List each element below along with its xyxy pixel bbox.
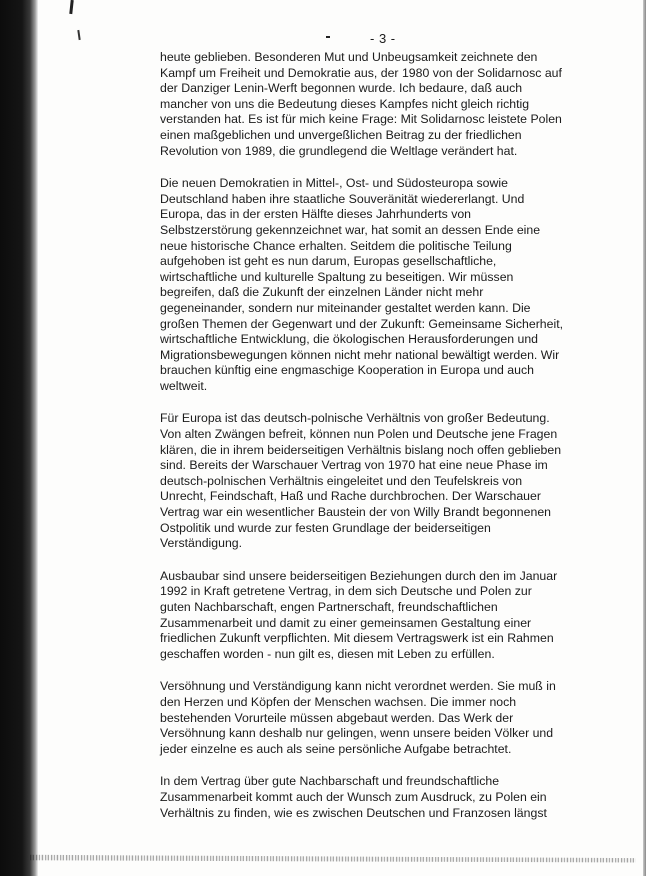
text-line: großen Themen der Gegenwart und der Zukunft: Gemeinsame Sicherheit, <box>160 316 564 331</box>
text-line: bestehenden Vorurteile müssen abgebaut werden. Das Werk der <box>160 710 514 725</box>
text-line: guten Nachbarschaft, engen Partnerschaft, freundschaftlichen <box>160 600 498 614</box>
scan-artifact-mark <box>69 0 73 14</box>
text-line: friedlichen Zukunft verpflichten. Mit diesem Vertragswerk ist ein Rahmen <box>160 631 554 646</box>
text-line: Ostpolitik und wurde zur festen Grundlage der beiderseitigen <box>160 520 491 535</box>
text-line: Versöhnung und Verständigung kann nicht verordnet werden. Sie muß in <box>160 679 556 694</box>
text-line: einen maßgeblichen und unvergeßlichen Beitrag zu der friedlichen <box>160 127 522 142</box>
paragraph <box>160 679 600 757</box>
text-line: klären, die in ihrem beiderseitigen Verhältnis bislang noch offen geblieben <box>160 442 562 457</box>
text-line: deutsch-polnischen Verhältnis eingeleitet und den Teufelskreis von <box>160 473 523 488</box>
text-line: Versöhnung kann deshalb nur gelingen, wenn unsere beiden Völker und <box>160 726 554 741</box>
page-number: - 3 - <box>370 31 396 46</box>
paragraph <box>160 774 600 821</box>
text-line: brauchen künftig eine engmaschige Kooperation in Europa und auch <box>160 363 534 378</box>
text-line: geschaffen worden - nun gilt es, diesen mit Leben zu erfüllen. <box>160 646 495 661</box>
text-line: Deutschland haben ihre staatliche Souveränität wiedererlangt. Und <box>160 191 525 206</box>
text-line: Unrecht, Feindschaft, Haß und Rache durchbrochen. Der Warschauer <box>160 489 541 504</box>
text-line: sind. Bereits der Warschauer Vertrag von 1970 hat eine neue Phase im <box>160 458 548 473</box>
text-line: neue historische Chance erhalten. Seitdem die politische Teilung <box>160 238 512 253</box>
scan-bottom-noise <box>30 846 636 868</box>
text-line: 1992 in Kraft getretene Vertrag, in dem sich Deutsche und Polen zur <box>160 584 532 599</box>
paragraph <box>160 176 600 394</box>
text-line: weltweit. <box>160 378 208 393</box>
scan-binding-shadow <box>0 0 38 876</box>
text-line: heute geblieben. Besonderen Mut und Unbeugsamkeit zeichnete den <box>160 50 538 64</box>
text-line: Selbstzerstörung gekennzeichnet war, hat somit an dessen Ende eine <box>160 222 541 237</box>
text-line: mancher von uns die Bedeutung dieses Kampfes nicht gleich richtig <box>160 96 530 111</box>
text-line: Vertrag war ein wesentlicher Baustein der von Willy Brandt begonnenen <box>160 505 551 520</box>
text-line: der Danziger Lenin-Werft begonnen wurde. Ich bedaure, daß auch <box>160 81 523 96</box>
paragraph <box>160 50 600 159</box>
text-line: gegeneinander, sondern nur miteinander gestaltet werden kann. Die <box>160 300 531 315</box>
text-line: In dem Vertrag über gute Nachbarschaft und freundschaftliche <box>160 774 500 789</box>
text-line: begreifen, daß die Zukunft der einzelnen Länder nicht mehr <box>160 285 484 300</box>
paragraph <box>160 411 600 551</box>
text-line: Verhältnis zu finden, wie es zwischen Deutschen und Franzosen längst <box>160 805 547 820</box>
text-line: Zusammenarbeit kommt auch der Wunsch zum Ausdruck, zu Polen ein <box>160 789 547 804</box>
text-line: den Herzen und Köpfen der Menschen wachsen. Die immer noch <box>160 694 517 709</box>
text-line: Von alten Zwängen befreit, können nun Polen und Deutsche jene Fragen <box>160 427 558 442</box>
text-line: aufgehoben ist geht es nun darum, Europas gesellschaftliche, <box>160 254 497 269</box>
text-line: Kampf um Freiheit und Demokratie aus, der 1980 von der Solidarnosc auf <box>160 65 562 80</box>
text-line: Zusammenarbeit und damit zu einer gemeinsamen Gestaltung einer <box>160 615 532 630</box>
text-line: Revolution von 1989, die grundlegend die Weltlage verändert hat. <box>160 143 518 158</box>
text-line: Die neuen Demokratien in Mittel-, Ost- und Südosteuropa sowie <box>160 176 508 191</box>
text-line: Migrationsbewegungen können nicht mehr national bewältigt werden. Wir <box>160 347 560 362</box>
text-line: wirtschaftliche Entwicklung, die ökologischen Herausforderungen und <box>160 332 539 347</box>
text-line: Ausbaubar sind unsere beiderseitigen Beziehungen durch den im Januar <box>160 568 558 583</box>
scan-artifact-dot <box>326 36 330 38</box>
paragraph <box>160 569 600 663</box>
scan-artifact-mark <box>77 30 80 40</box>
text-line: Für Europa ist das deutsch-polnische Verhältnis von großer Bedeutung. <box>160 411 550 426</box>
text-line: Verständigung. <box>160 536 243 551</box>
text-line: Europa, das in der ersten Hälfte dieses Jahrhunderts von <box>160 207 472 222</box>
document-body <box>160 50 600 838</box>
text-line: wirtschaftliche und kulturelle Spaltung zu beseitigen. Wir müssen <box>160 269 514 284</box>
text-line: verstanden hat. Es ist für mich keine Frage: Mit Solidarnosc leistete Polen <box>160 112 562 127</box>
text-line: jeder einzelne es auch als seine persönliche Aufgabe betrachtet. <box>160 741 512 756</box>
